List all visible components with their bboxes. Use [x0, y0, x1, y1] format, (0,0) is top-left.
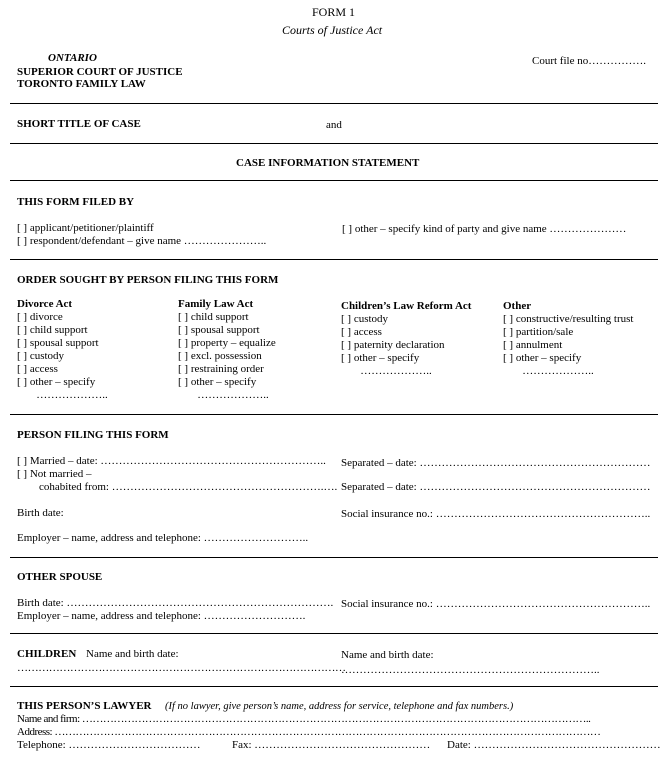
short-title-label: SHORT TITLE OF CASE — [17, 118, 141, 130]
child-entry-line-2[interactable]: …………………………………………………………….. — [341, 664, 600, 676]
order-sought-heading: ORDER SOUGHT BY PERSON FILING THIS FORM — [17, 274, 279, 286]
divider — [10, 259, 658, 260]
divider — [10, 143, 658, 144]
order-option[interactable]: [ ] other – specify — [178, 376, 257, 388]
person-filing-heading: PERSON FILING THIS FORM — [17, 429, 169, 441]
other-spouse-heading: OTHER SPOUSE — [17, 571, 103, 583]
province: ONTARIO — [48, 52, 97, 64]
child-entry-line-1[interactable]: ………………………………………………………………………………… — [17, 662, 346, 674]
order-option[interactable]: [ ] child support — [17, 324, 88, 336]
column-title: Divorce Act — [17, 298, 73, 310]
order-option[interactable]: [ ] paternity declaration — [341, 339, 445, 351]
order-option[interactable]: [ ] child support — [178, 311, 249, 323]
spouse-sin-field[interactable]: Social insurance no.: ………………………………………………….. — [341, 598, 651, 610]
column-title: Children’s Law Reform Act — [341, 300, 472, 312]
specify-line[interactable]: ……………….. — [503, 365, 594, 377]
filed-by-respondent[interactable]: [ ] respondent/defendant – give name ………………….. — [17, 235, 267, 247]
married-date-field[interactable]: [ ] Married – date: …………………………………………………….. — [17, 455, 326, 467]
filed-by-other[interactable]: [ ] other – specify kind of party and give name ………………… — [342, 223, 627, 235]
spouse-birth-date-field[interactable]: Birth date: ………………………………………………………………. — [17, 597, 334, 609]
order-option[interactable]: [ ] divorce — [17, 311, 63, 323]
lawyer-heading: THIS PERSON’S LAWYER — [17, 700, 152, 712]
employer-field[interactable]: Employer – name, address and telephone: ……………………….. — [17, 532, 309, 544]
childrens-law-reform-act-column — [341, 300, 471, 378]
court-file-number[interactable]: Court file no……………. — [532, 55, 646, 67]
divider — [10, 633, 658, 634]
lawyer-name-field[interactable]: Name and firm: ……………………………………………………………………………………………………………………………….. — [17, 713, 591, 725]
order-option[interactable]: [ ] other – specify — [17, 376, 96, 388]
order-option[interactable]: [ ] access — [341, 326, 382, 338]
order-option[interactable]: [ ] custody — [17, 350, 65, 362]
statement-title: CASE INFORMATION STATEMENT — [236, 157, 420, 169]
order-option[interactable]: [ ] restraining order — [178, 363, 264, 375]
separated-date-field-1[interactable]: Separated – date: ……………………………………………………… — [341, 457, 651, 469]
sin-field[interactable]: Social insurance no.: ………………………………………………….. — [341, 508, 651, 520]
lawyer-note: (If no lawyer, give person’s name, address for service, telephone and fax numbers.) — [165, 701, 514, 712]
divider — [10, 103, 658, 104]
birth-date-field[interactable]: Birth date: — [17, 507, 64, 519]
specify-line[interactable]: ……………….. — [178, 389, 269, 401]
divider — [10, 686, 658, 687]
not-married-option[interactable]: [ ] Not married – — [17, 468, 92, 480]
order-option[interactable]: [ ] annulment — [503, 339, 563, 351]
spouse-employer-field[interactable]: Employer – name, address and telephone: ………………………. — [17, 610, 306, 622]
separated-date-field-2[interactable]: Separated – date: ……………………………………………………… — [341, 481, 651, 493]
order-option[interactable]: [ ] constructive/resulting trust — [503, 313, 634, 325]
order-option[interactable]: [ ] other – specify — [341, 352, 420, 364]
lawyer-address-field[interactable]: Address: ………………………………………………………………………………………………………………………………………… — [17, 726, 601, 738]
divider — [10, 180, 658, 181]
order-option[interactable]: [ ] other – specify — [503, 352, 582, 364]
lawyer-fax-field[interactable]: Fax: ………………………………………… — [232, 739, 431, 751]
court-location: TORONTO FAMILY LAW — [17, 78, 146, 90]
order-option[interactable]: [ ] excl. possession — [178, 350, 262, 362]
filed-by-applicant[interactable]: [ ] applicant/petitioner/plaintiff — [17, 222, 154, 234]
divorce-act-column — [17, 298, 108, 402]
order-option[interactable]: [ ] custody — [341, 313, 389, 325]
lawyer-date-field[interactable]: Date: …………………………………………… — [447, 739, 661, 751]
family-law-act-column — [178, 298, 276, 402]
order-option[interactable]: [ ] spousal support — [178, 324, 260, 336]
divider — [10, 557, 658, 558]
child-name-label-1: Name and birth date: — [86, 648, 179, 660]
child-name-label-2: Name and birth date: — [341, 649, 434, 661]
cohabited-from-field[interactable]: cohabited from: ………………………………………………….…. — [39, 481, 338, 493]
column-title: Family Law Act — [178, 298, 254, 310]
court-name: SUPERIOR COURT OF JUSTICE — [17, 66, 183, 78]
short-title-and: and — [326, 119, 342, 131]
order-option[interactable]: [ ] access — [17, 363, 58, 375]
filed-by-heading: THIS FORM FILED BY — [17, 196, 135, 208]
order-option[interactable]: [ ] partition/sale — [503, 326, 574, 338]
children-heading: CHILDREN — [17, 648, 77, 660]
order-option[interactable]: [ ] spousal support — [17, 337, 99, 349]
specify-line[interactable]: ……………….. — [17, 389, 108, 401]
lawyer-telephone-field[interactable]: Telephone: ……………………………… — [17, 739, 201, 751]
column-title: Other — [503, 300, 532, 312]
form-number: FORM 1 — [312, 5, 356, 19]
divider — [10, 414, 658, 415]
specify-line[interactable]: ……………….. — [341, 365, 432, 377]
order-option[interactable]: [ ] property – equalize — [178, 337, 276, 349]
other-column — [503, 300, 633, 378]
act-title: Courts of Justice Act — [282, 23, 383, 37]
